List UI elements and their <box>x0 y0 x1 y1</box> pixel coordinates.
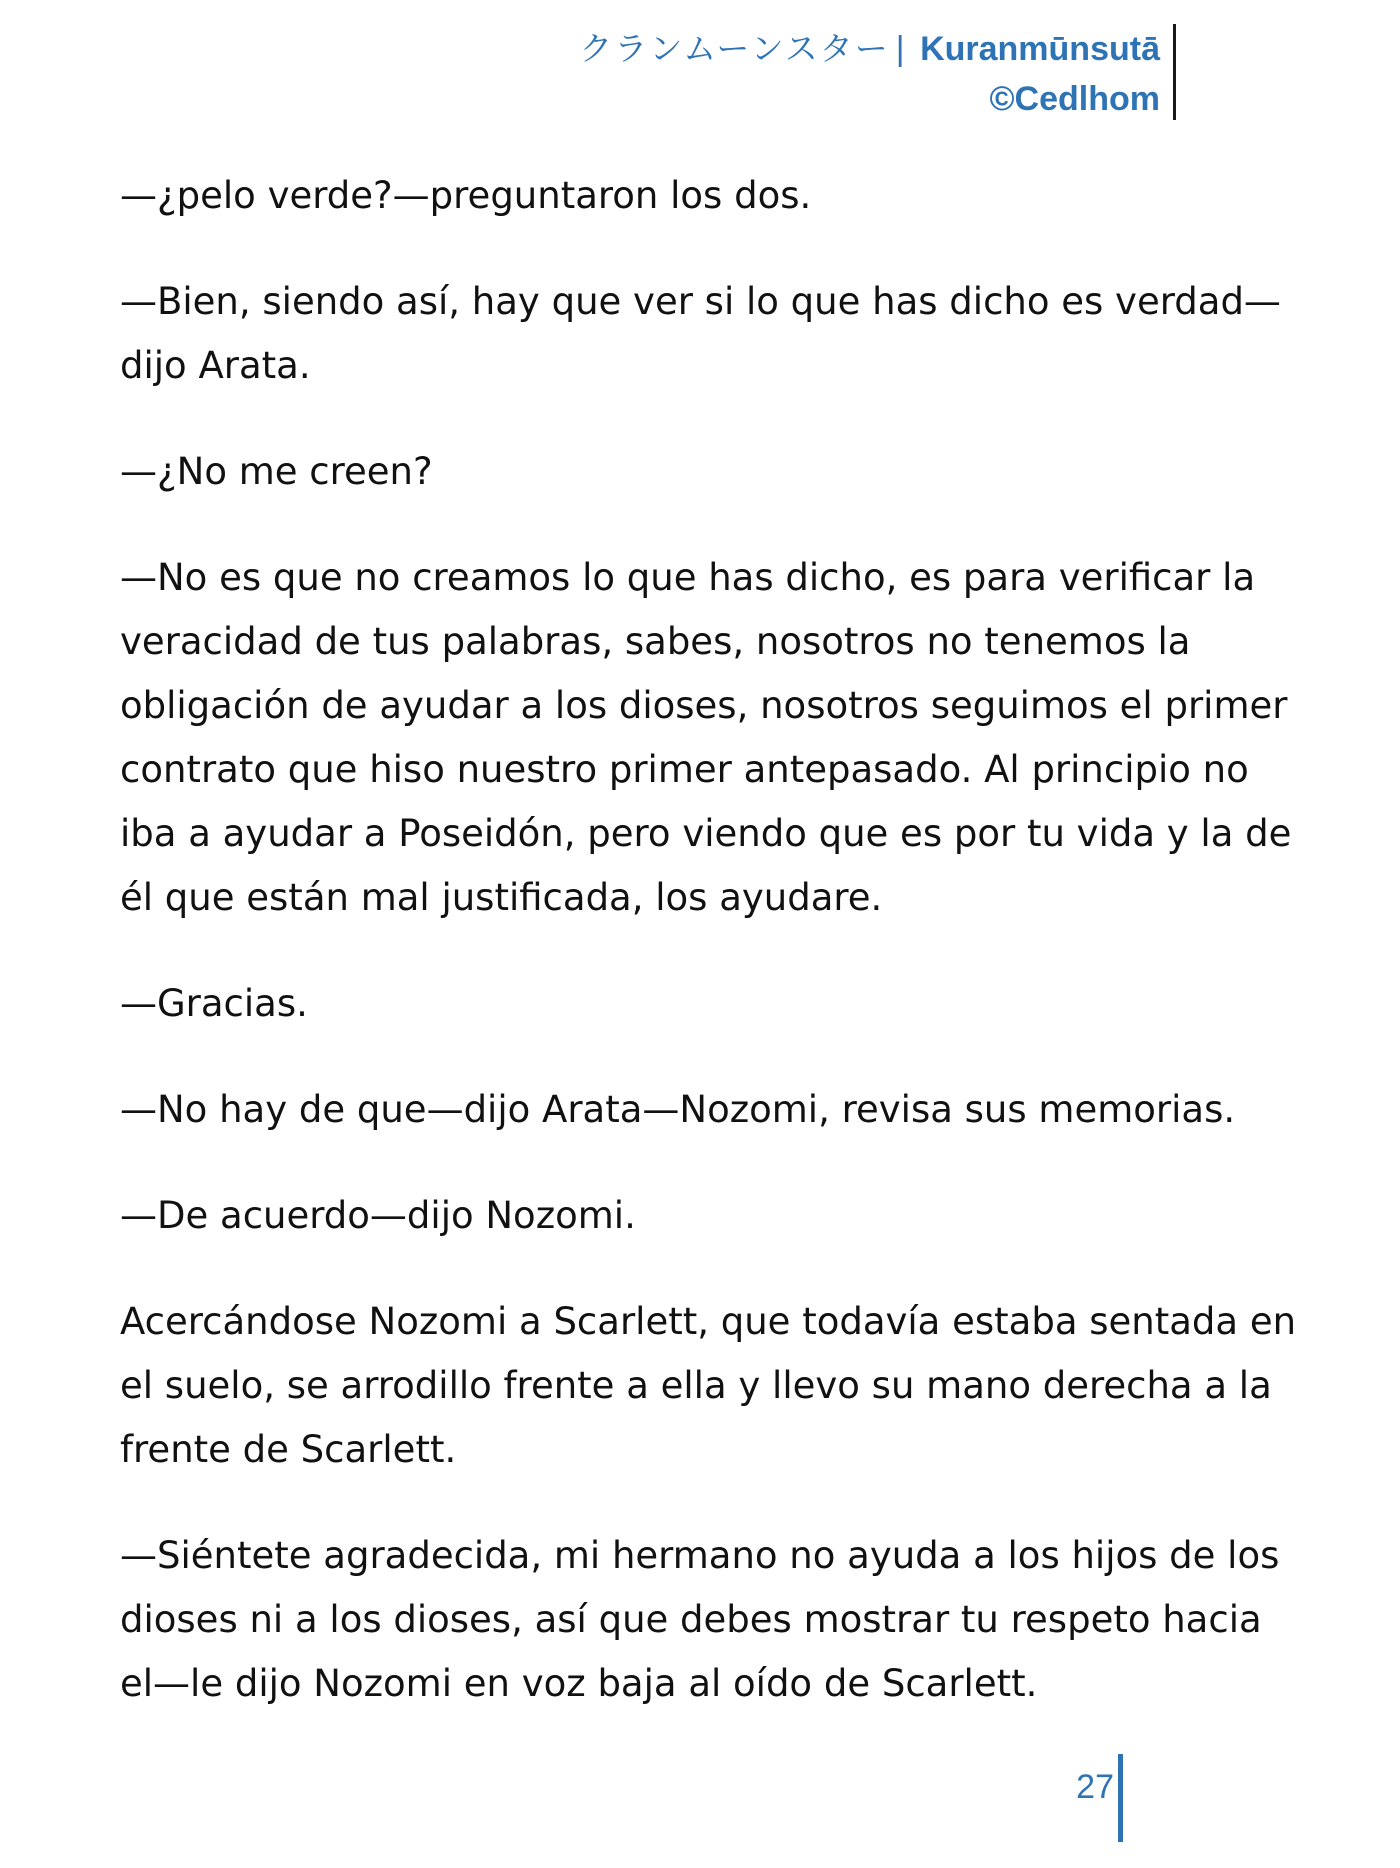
header-copyright: ©Cedlhom <box>989 80 1160 118</box>
paragraph: —Bien, siendo así, hay que ver si lo que has dicho es verdad—dijo Arata. <box>120 280 1281 387</box>
paragraph: —Gracias. <box>120 982 308 1025</box>
header-separator: | <box>895 30 905 68</box>
paragraph: —De acuerdo—dijo Nozomi. <box>120 1194 636 1237</box>
paragraph: Acercándose Nozomi a Scarlett, que todavía estaba sentada en el suelo, se arrodillo frente a ella y llevo su mano derecha a la frente de Scarlett. <box>120 1300 1297 1471</box>
header-title-line <box>579 24 1160 74</box>
paragraph: —Siéntete agradecida, mi hermano no ayuda a los hijos de los dioses ni a los dioses, así que debes mostrar tu respeto hacia el—le dijo Nozomi en voz baja al oído de Scarlett. <box>120 1534 1280 1705</box>
running-header <box>579 24 1172 124</box>
page-number-divider <box>1118 1754 1123 1842</box>
page-number: 27 <box>1076 1768 1114 1806</box>
paragraph: —No hay de que—dijo Arata—Nozomi, revisa sus memorias. <box>120 1088 1236 1131</box>
header-romanized-title: Kuranmūnsutā <box>920 30 1160 68</box>
paragraph: —¿pelo verde?—preguntaron los dos. <box>120 174 812 217</box>
paragraph: —¿No me creen? <box>120 450 433 493</box>
header-divider <box>1173 24 1176 120</box>
header-japanese-title: クランムーンスター <box>579 29 890 68</box>
page-body <box>120 164 1300 1758</box>
paragraph: —No es que no creamos lo que has dicho, es para verificar la veracidad de tus palabras, sabes, nosotros no tenemos la obligación de ayudar a los dioses, nosotros seguimos el primer contrato que hiso nuestro primer antepasado. Al principio no iba a ayudar a Poseidón, pero viendo que es por tu vida y la de él que están mal justificada, los ayudare. <box>120 556 1292 919</box>
